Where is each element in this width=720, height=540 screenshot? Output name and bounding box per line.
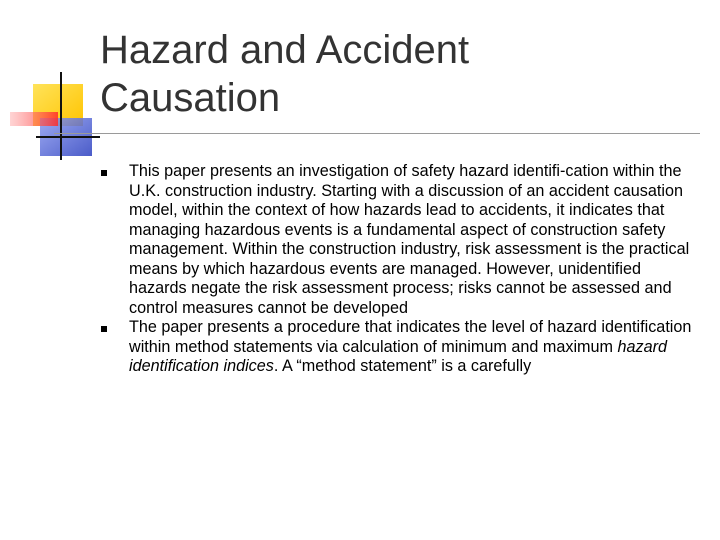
deco-red-bar — [10, 112, 58, 126]
square-bullet-icon — [101, 170, 107, 176]
bullet-item — [100, 318, 700, 377]
bullet-list — [100, 162, 700, 377]
bullet-text-emphasis: hazard identification indices — [129, 337, 668, 375]
bullet-item — [100, 162, 700, 318]
bullet-text — [129, 318, 691, 375]
bullet-text-segment: This paper presents an investigation of safety hazard identifi-cation within the U.K. construction industry. Starting with a discussion of an accident causation model, within the context of how hazards lead to accidents, it indicates that managing hazardous events is a fundamental aspect of construction safety management. Within the construction industry, risk assessment is the practical means by which hazardous events are managed. However, unidentified hazards negate the risk assessment process; risks cannot be assessed and control measures cannot be developed — [129, 162, 690, 317]
square-bullet-icon — [101, 326, 107, 332]
bullet-text-segment: The paper presents a procedure that indicates the level of hazard identification within method statements via calculation of minimum and maximum — [129, 318, 692, 356]
deco-horizontal-line — [36, 136, 100, 138]
slide-title-line-1: Hazard and Accident — [100, 28, 470, 72]
deco-vertical-line — [60, 72, 62, 160]
slide-title-line-2: Causation — [100, 76, 281, 120]
bullet-text-segment: . A “method statement” is a carefully — [273, 357, 532, 375]
slide-title — [100, 26, 700, 122]
title-divider — [54, 133, 700, 134]
bullet-text — [129, 162, 689, 317]
title-decoration-graphic — [0, 0, 110, 170]
